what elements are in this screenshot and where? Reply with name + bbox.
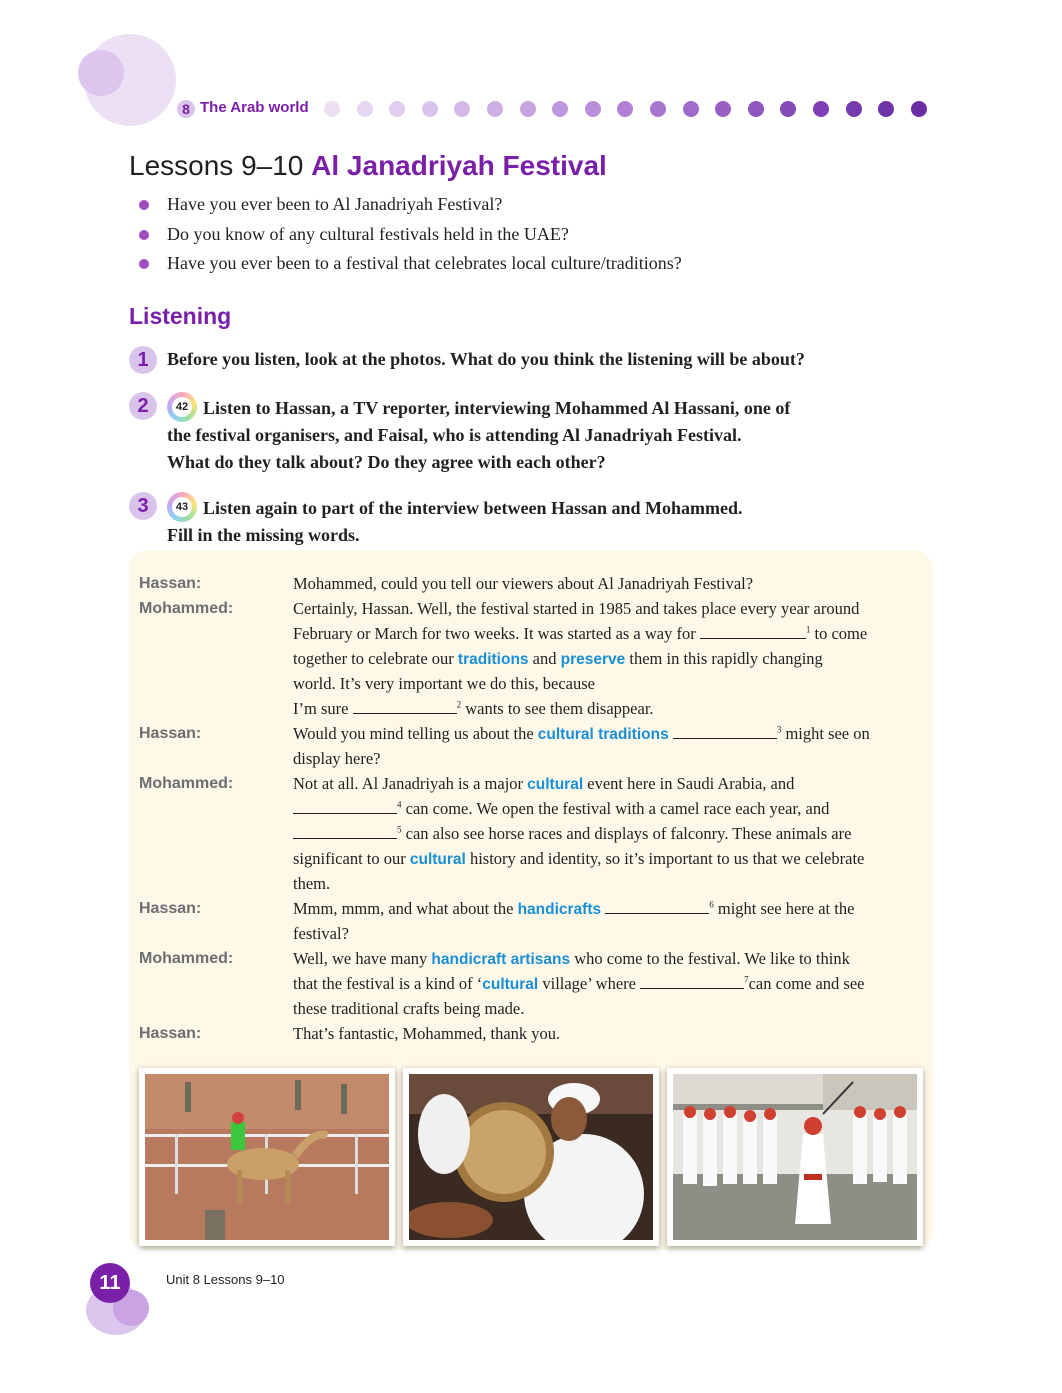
sword-dance-image [673, 1074, 917, 1240]
unit-title: The Arab world [200, 99, 309, 116]
photo-drummer [403, 1068, 659, 1246]
speaker-label: Mohammed: [139, 600, 234, 617]
header-dot [422, 101, 438, 117]
header-dot [552, 101, 568, 117]
header-dot [878, 101, 894, 117]
footer-text: Unit 8 Lessons 9–10 [166, 1272, 285, 1287]
speaker-label: Mohammed: [139, 950, 234, 967]
header-dot [357, 101, 373, 117]
page-title [129, 150, 607, 182]
speaker-label: Hassan: [139, 575, 202, 592]
photo-sword-dance [667, 1068, 923, 1246]
header-dot [748, 101, 764, 117]
warmup-list [139, 190, 682, 279]
blank-field[interactable] [293, 799, 397, 814]
decor-circle-small [78, 50, 124, 96]
bullet-icon [139, 200, 149, 210]
vocab-highlight: handicraft artisans [431, 951, 571, 968]
header-dot [454, 101, 470, 117]
header-dots [324, 101, 943, 119]
vocab-highlight: cultural [482, 976, 539, 993]
blank-field[interactable] [353, 699, 457, 714]
title-prefix: Lessons 9–10 [129, 150, 304, 181]
header-dot [389, 101, 405, 117]
vocab-highlight: cultural [409, 851, 466, 868]
page-number: 11 [90, 1263, 130, 1303]
header-dot [780, 101, 796, 117]
list-item: Do you know of any cultural festivals held in the UAE? [139, 220, 682, 250]
speaker-label: Hassan: [139, 900, 202, 917]
header-dot [324, 101, 340, 117]
blank-field[interactable] [605, 899, 709, 914]
question-text: 42 Listen to Hassan, a TV reporter, interviewing Mohammed Al Hassani, one of the festival organisers, and Faisal, who is attending Al Janadriyah Festival. What do they talk about? Do they agree with each other? [167, 392, 790, 476]
audio-track-icon[interactable]: 43 [167, 492, 197, 522]
photo-camel-race [139, 1068, 395, 1246]
header-dot [520, 101, 536, 117]
audio-track-icon[interactable]: 42 [167, 392, 197, 422]
header-dot [650, 101, 666, 117]
header-dot [617, 101, 633, 117]
bullet-icon [139, 230, 149, 240]
header-dot [683, 101, 699, 117]
unit-number-badge: 8 [177, 100, 195, 118]
header-dot [911, 101, 927, 117]
vocab-highlight: cultural [527, 776, 584, 793]
vocab-highlight: traditions [457, 651, 529, 668]
question-number: 2 [129, 392, 157, 420]
header-dot [715, 101, 731, 117]
header-dot [846, 101, 862, 117]
section-heading: Listening [129, 303, 232, 329]
list-item: Have you ever been to Al Janadriyah Festival? [139, 190, 682, 220]
title-name: Al Janadriyah Festival [311, 150, 607, 181]
vocab-highlight: handicrafts [517, 901, 602, 918]
camel-race-image [145, 1074, 389, 1240]
blank-field[interactable] [293, 824, 397, 839]
header-dot [813, 101, 829, 117]
header-dot [487, 101, 503, 117]
question-text: 43 Listen again to part of the interview between Hassan and Mohammed. Fill in the missing words. [167, 492, 742, 549]
drummer-image [409, 1074, 653, 1240]
vocab-highlight: cultural traditions [537, 726, 669, 743]
question-number: 3 [129, 492, 157, 520]
header-dot [585, 101, 601, 117]
speaker-label: Mohammed: [139, 775, 234, 792]
blank-field[interactable] [673, 724, 777, 739]
speaker-label: Hassan: [139, 1025, 202, 1042]
list-item: Have you ever been to a festival that celebrates local culture/traditions? [139, 249, 682, 279]
vocab-highlight: preserve [560, 651, 626, 668]
bullet-icon [139, 259, 149, 269]
question-number: 1 [129, 346, 157, 374]
question-text: Before you listen, look at the photos. What do you think the listening will be about? [167, 349, 805, 369]
blank-field[interactable] [640, 974, 744, 989]
blank-field[interactable] [700, 624, 806, 639]
speaker-label: Hassan: [139, 725, 202, 742]
